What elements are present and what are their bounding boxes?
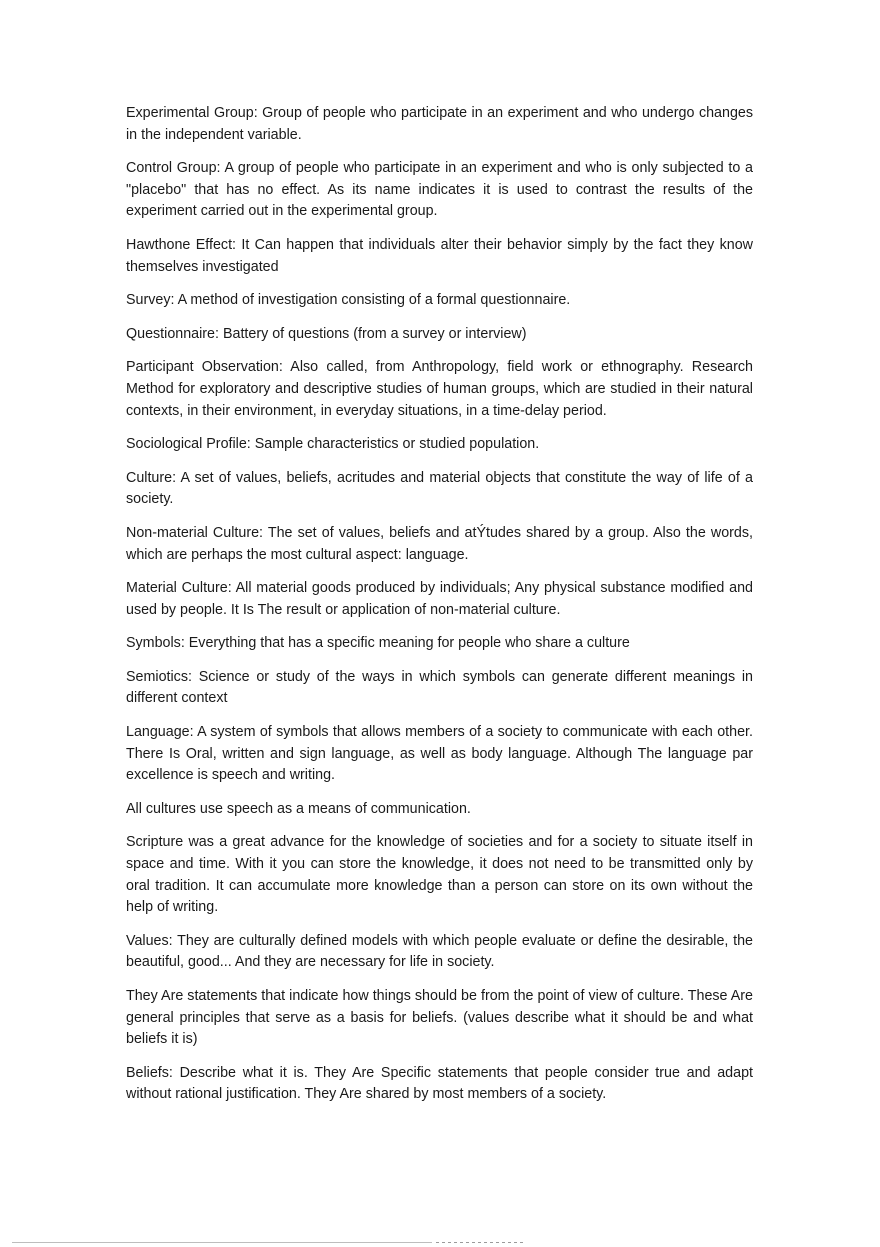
paragraph-non-material-culture: Non-material Culture: The set of values, beliefs and atÝtudes shared by a group. Also the words, which are perhaps the most cultural aspect: language.	[126, 524, 753, 563]
footer-dotted-divider	[436, 1242, 524, 1243]
paragraph-scripture: Scripture was a great advance for the knowledge of societies and for a society to situate itself in space and time. With it you can store the knowledge, it does not need to be transmitted only by oral tradition. It can accumulate more knowledge than a person can store on its own without the help of writing.	[126, 834, 753, 916]
paragraph-values: Values: They are culturally defined models with which people evaluate or define the desirable, the beautiful, good... And they are necessary for life in society.	[126, 932, 753, 971]
paragraph-hawthone-effect: Hawthone Effect: It Can happen that individuals alter their behavior simply by the fact they know themselves investigated	[126, 236, 753, 275]
paragraph-statements: They Are statements that indicate how things should be from the point of view of culture. These Are general principles that serve as a basis for beliefs. (values describe what it should be and what beliefs it is)	[126, 988, 753, 1048]
paragraph-beliefs: Beliefs: Describe what it is. They Are Specific statements that people consider true and adapt without rational justification. They Are shared by most members of a society.	[126, 1064, 753, 1103]
paragraph-sociological-profile: Sociological Profile: Sample characteristics or studied population.	[126, 436, 540, 453]
paragraph-experimental-group: Experimental Group: Group of people who participate in an experiment and who undergo changes in the independent variable.	[126, 105, 753, 143]
paragraph-speech: All cultures use speech as a means of communication.	[126, 800, 471, 817]
paragraph-control-group: Control Group: A group of people who participate in an experiment and who is only subjected to a "placebo" that has no effect. As its name indicates it is used to contrast the results of the experiment carried out in the experimental group.	[126, 160, 753, 220]
footer-divider	[12, 1242, 432, 1243]
paragraph-survey: Survey: A method of investigation consisting of a formal questionnaire.	[126, 292, 571, 309]
paragraph-participant-observation: Participant Observation: Also called, from Anthropology, field work or ethnography. Research Method for exploratory and descriptive studies of human groups, which are studied in their natural contexts, in their environment, in everyday situations, in a time-delay period.	[126, 359, 753, 419]
paragraph-symbols: Symbols: Everything that has a specific meaning for people who share a culture	[126, 635, 630, 652]
paragraph-material-culture: Material Culture: All material goods produced by individuals; Any physical substance modified and used by people. It Is The result or application of non-material culture.	[126, 580, 753, 618]
paragraph-language: Language: A system of symbols that allows members of a society to communicate with each other. There Is Oral, written and sign language, as well as body language. Although The language par excellence is speech and writing.	[126, 724, 753, 784]
paragraph-semiotics: Semiotics: Science or study of the ways in which symbols can generate different meanings in different context	[126, 668, 753, 707]
document-body	[126, 103, 753, 1118]
paragraph-questionnaire: Questionnaire: Battery of questions (from a survey or interview)	[126, 325, 527, 342]
paragraph-culture: Culture: A set of values, beliefs, acritudes and material objects that constitute the way of life of a society.	[126, 469, 753, 508]
